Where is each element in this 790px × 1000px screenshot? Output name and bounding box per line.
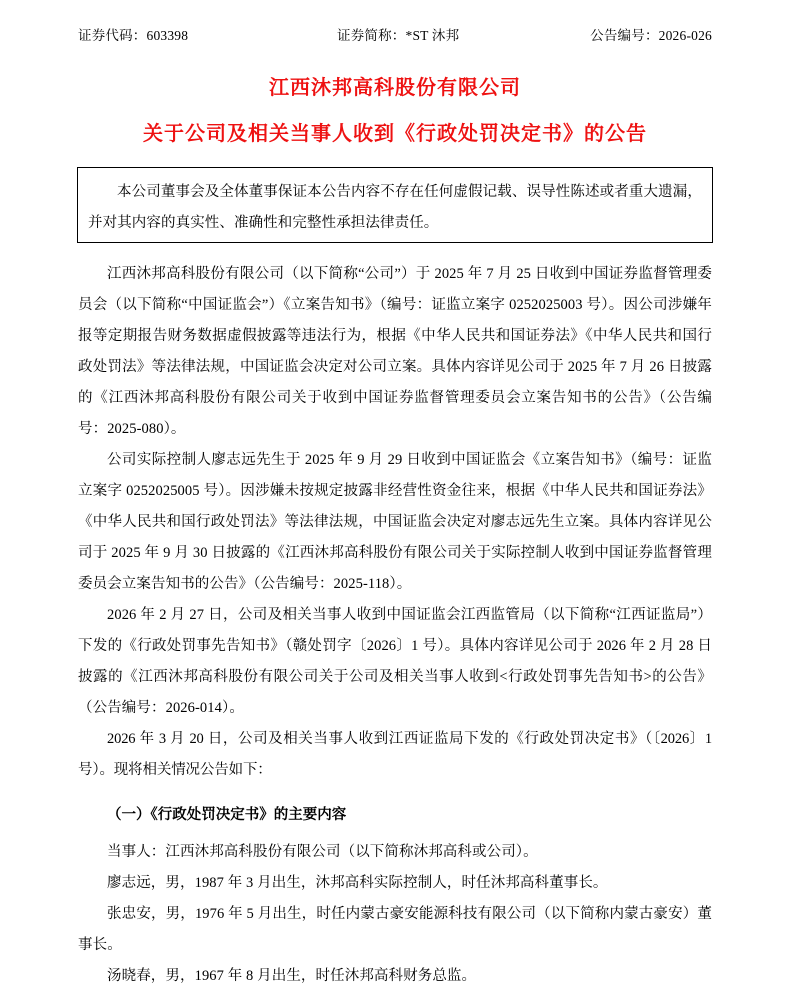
body-content [78, 259, 712, 992]
party-company: 当事人：江西沐邦高科股份有限公司（以下简称沐邦高科或公司）。 [107, 844, 538, 860]
party-list [78, 831, 712, 992]
party-zhang-zhongan: 张忠安，男，1976 年 5 月出生，时任内蒙古豪安能源科技有限公司（以下简称内蒙古豪安）董事长。 [78, 906, 712, 953]
party-liao-zhiyuan: 廖志远，男，1987 年 3 月出生，沐邦高科实际控制人，时任沐邦高科董事长。 [107, 875, 608, 891]
paragraph-penalty-decision: 2026 年 3 月 20 日，公司及相关当事人收到江西证监局下发的《行政处罚决定书》（〔2026〕1 号）。现将相关情况公告如下： [78, 731, 712, 778]
section-heading-penalty-main-content: （一）《行政处罚决定书》的主要内容 [107, 807, 347, 823]
title-block [0, 74, 790, 148]
company-name-title: 江西沐邦高科股份有限公司 [269, 77, 521, 99]
security-code: 证券代码：603398 [78, 28, 189, 43]
security-short-name: 证券简称：*ST 沐邦 [337, 28, 460, 43]
party-tang-xiaochun: 汤晓春，男，1967 年 8 月出生，时任沐邦高科财务总监。 [107, 968, 477, 984]
announcement-subject-title: 关于公司及相关当事人收到《行政处罚决定书》的公告 [143, 123, 647, 145]
disclaimer-text: 本公司董事会及全体董事保证本公告内容不存在任何虚假记载、误导性陈述或者重大遗漏，并对其内容的真实性、准确性和完整性承担法律责任。 [88, 184, 702, 231]
disclaimer-box [77, 167, 713, 243]
paragraph-prior-notice: 2026 年 2 月 27 日，公司及相关当事人收到中国证监会江西监管局（以下简称“江西证监局”）下发的《行政处罚事先告知书》（赣处罚字〔2026〕1 号）。具体内容详见公司于 2026 年 2 月 28 日披露的《江西沐邦高科股份有限公司关于公司及相关当事人收到<行政处罚事先告知书>的公告》（公告编号：2026-014）。 [78, 607, 712, 716]
paragraph-company-case-filing: 江西沐邦高科股份有限公司（以下简称“公司”）于 2025 年 7 月 25 日收到中国证券监督管理委员会（以下简称“中国证监会”）《立案告知书》（编号：证监立案字 0252025003 号）。因公司涉嫌年报等定期报告财务数据虚假披露等违法行为，根据《中华人民共和国证券法》《中华人民共和国行政处罚法》等法律法规，中国证监会决定对公司立案。具体内容详见公司于 2025 年 7 月 26 日披露的《江西沐邦高科股份有限公司关于收到中国证券监督管理委员会立案告知书的公告》（公告编号：2025-080）。 [78, 266, 712, 437]
paragraph-controller-case-filing: 公司实际控制人廖志远先生于 2025 年 9 月 29 日收到中国证监会《立案告知书》（编号：证监立案字 0252025005 号）。因涉嫌未按规定披露非经营性资金往来，根据《中华人民共和国证券法》《中华人民共和国行政处罚法》等法律法规，中国证监会决定对廖志远先生立案。具体内容详见公司于 2025 年 9 月 30 日披露的《江西沐邦高科股份有限公司关于实际控制人收到中国证券监督管理委员会立案告知书的公告》（公告编号：2025-118）。 [78, 452, 712, 592]
document-header [78, 24, 712, 44]
announcement-number: 公告编号：2026-026 [590, 28, 712, 43]
